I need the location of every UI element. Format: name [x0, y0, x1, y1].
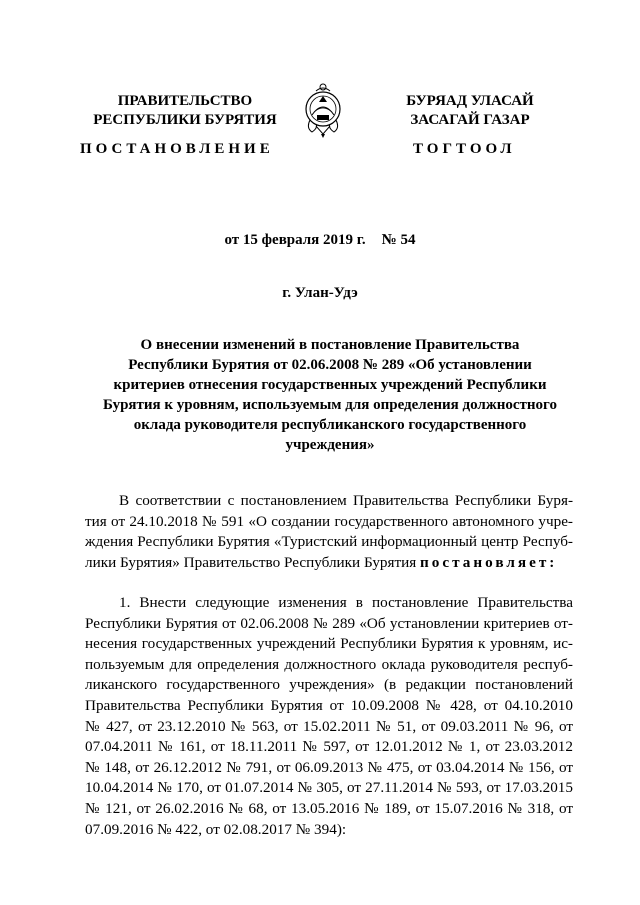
city: г. Улан-Удэ — [282, 285, 358, 301]
paragraph-line: В соответствии с постановлением Правительства Республики Буря- — [119, 492, 573, 509]
paragraph-line: тия от 24.10.2018 № 591 «О создании государственного автономного учре- — [85, 512, 573, 530]
issuer-line: ПРАВИТЕЛЬСТВО — [117, 93, 253, 109]
title-line: критериев отнесения государственных учреждений Республики — [113, 377, 547, 393]
date-number-line — [0, 232, 640, 249]
issuer-line: БУРЯАД УЛАСАЙ — [406, 93, 534, 109]
paragraph-line: 07.09.2016 № 422, от 02.08.2017 № 394): — [85, 820, 347, 838]
title-line: Республики Бурятия от 02.06.2008 № 289 «Об установлении — [128, 357, 532, 373]
preamble-paragraph — [85, 491, 573, 573]
document-title — [100, 335, 560, 455]
paragraph-line: Правительства Республики Бурятия от 10.09.2008 № 428, от 04.10.2010 — [85, 696, 573, 714]
resolves-word: постановляет: — [420, 553, 558, 571]
paragraph-line: № 121, от 26.02.2016 № 68, от 13.05.2016 № 189, от 15.07.2016 № 318, от — [85, 799, 573, 817]
title-line: оклада руководителя республиканского государственного — [133, 417, 527, 433]
paragraph-line: Республики Бурятия от 02.06.2008 № 289 «Об установлении критериев от- — [85, 614, 573, 632]
paragraph-line: 07.04.2011 № 161, от 18.11.2011 № 597, от 12.01.2012 № 1, от 23.03.2012 — [85, 738, 573, 756]
issuer-line: ЗАСАГАЙ ГАЗАР — [410, 112, 530, 128]
paragraph-line: 1. Внести следующие изменения в постановление Правительства — [119, 594, 573, 611]
title-line: О внесении изменений в постановление Правительства — [140, 337, 520, 353]
paragraph-line: ликанского государственного учреждения» (в редакции постановлений — [85, 676, 573, 694]
title-line: Бурятия к уровням, используемым для определения должностного — [103, 397, 557, 413]
paragraph-line — [85, 553, 573, 574]
document-date: от 15 февраля 2019 г. — [224, 232, 366, 248]
paragraph-line: 10.04.2014 № 170, от 01.07.2014 № 305, от 27.11.2014 № 593, от 17.03.2015 — [85, 779, 573, 797]
document-type-buryat: ТОГТООЛ — [413, 141, 516, 157]
issuer-line: РЕСПУБЛИКИ БУРЯТИЯ — [93, 112, 277, 128]
paragraph-line: № 148, от 26.12.2012 № 791, от 06.09.2013 № 475, от 03.04.2014 № 156, от — [85, 758, 573, 776]
title-line: учреждения» — [285, 437, 375, 453]
paragraph-line: несения государственных учреждений Республики Бурятия к уровням, ис- — [85, 635, 573, 653]
document-type-russian: ПОСТАНОВЛЕНИЕ — [80, 141, 274, 157]
issuer-name-buryat — [375, 92, 565, 130]
paragraph-text: лики Бурятия» Правительство Республики Бурятия — [85, 553, 421, 571]
clause-1-paragraph — [85, 593, 573, 840]
paragraph-line: ждения Республики Бурятия «Туристский информационный центр Респуб- — [85, 533, 573, 551]
paragraph-line: пользуемым для определения должностного оклада руководителя респуб- — [85, 655, 573, 673]
issuer-name-russian — [90, 92, 280, 130]
paragraph-line: № 427, от 23.12.2010 № 563, от 15.02.2011 № 51, от 09.03.2011 № 96, от — [85, 717, 573, 735]
document-number: № 54 — [381, 232, 416, 248]
coat-of-arms-icon — [302, 82, 344, 140]
